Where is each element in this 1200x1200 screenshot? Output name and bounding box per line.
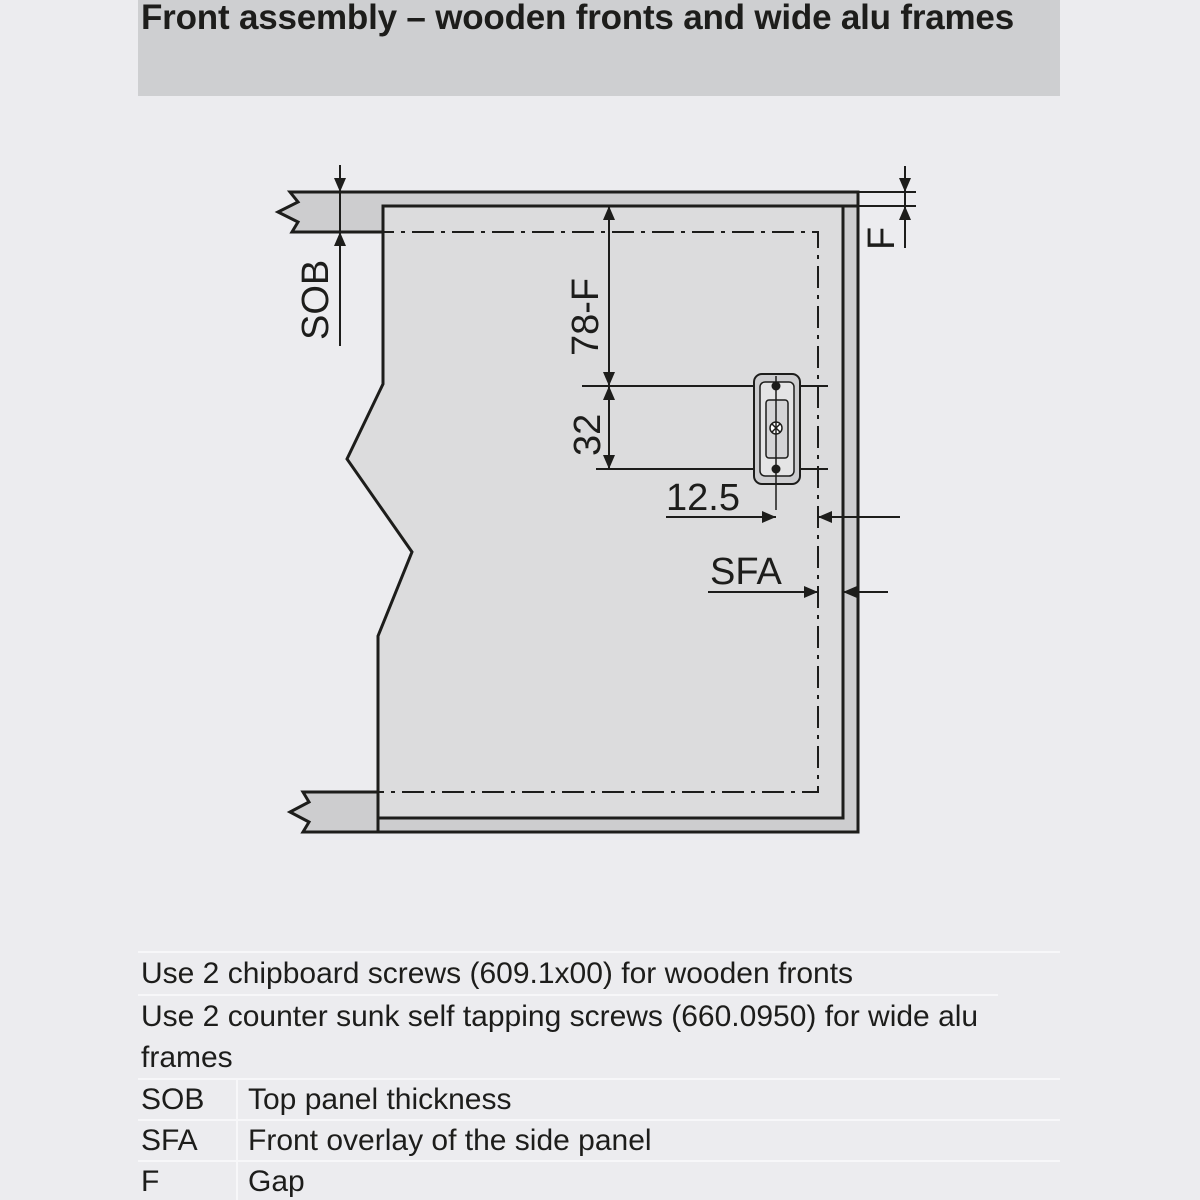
bottom-panel (290, 792, 378, 832)
dim-125-label: 12.5 (666, 477, 740, 519)
legend-row-sfa (138, 1119, 1060, 1160)
legend-row-sob (138, 1078, 1060, 1119)
legend-desc: Front overlay of the side panel (248, 1124, 652, 1157)
f-arrow-bottom (899, 206, 911, 220)
note-chipboard-screws: Use 2 chipboard screws (609.1x00) for wooden fronts (138, 951, 1060, 994)
sfa-label: SFA (710, 551, 782, 593)
legend-desc: Gap (248, 1165, 305, 1198)
legend-abbr: SFA (138, 1121, 238, 1160)
f-arrow-top (899, 178, 911, 192)
sob-label: SOB (295, 259, 337, 340)
legend-desc: Top panel thickness (248, 1083, 512, 1116)
legend-row-f (138, 1160, 1060, 1200)
notes-table (138, 951, 1060, 1200)
page-title: Front assembly – wooden fronts and wide alu frames (141, 0, 1014, 37)
legend-abbr: F (138, 1162, 238, 1200)
legend-abbr: SOB (138, 1080, 238, 1119)
content (138, 0, 1060, 1200)
sob-arrow-bottom (334, 232, 346, 246)
sob-arrow-top (334, 178, 346, 192)
dim-78f-label: 78-F (565, 277, 607, 356)
f-label: F (861, 226, 903, 250)
note-self-tapping-screws: Use 2 counter sunk self tapping screws (660.0950) for wide alu frames (138, 994, 998, 1078)
dim-32-label: 32 (567, 413, 609, 456)
